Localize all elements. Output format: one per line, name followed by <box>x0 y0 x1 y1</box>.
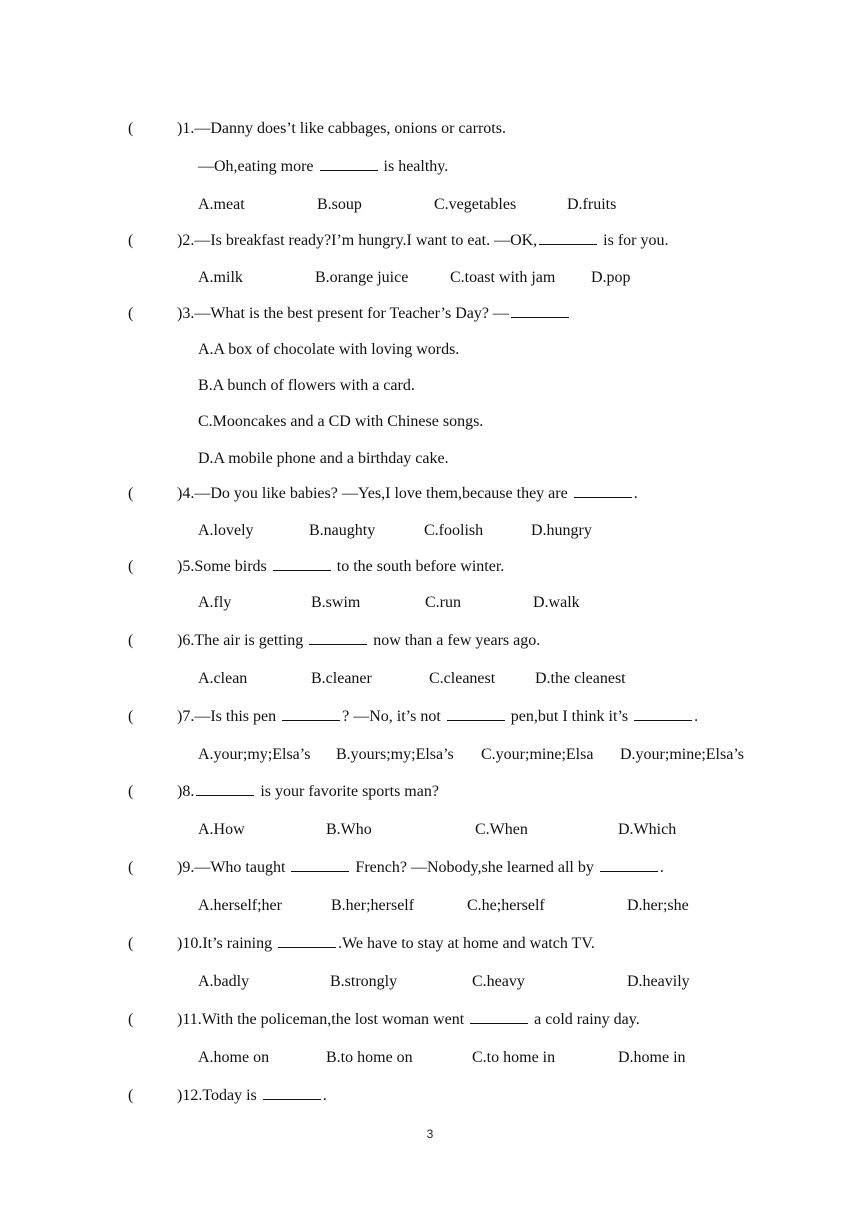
options-2 <box>0 266 860 290</box>
question-3 <box>0 302 860 326</box>
page-number: 3 <box>426 1127 434 1141</box>
answer-paren: ( <box>128 632 134 649</box>
answer-blank <box>278 933 336 948</box>
option-b-line <box>0 374 860 398</box>
answer-paren: ( <box>128 558 134 575</box>
question-stem: )10.It’s raining .We have to stay at home and watch TV. <box>177 935 595 952</box>
question-10 <box>0 932 860 956</box>
option-a-line <box>0 338 860 362</box>
question-stem: )6.The air is getting now than a few years ago. <box>177 632 541 649</box>
question-stem: )5.Some birds to the south before winter. <box>177 558 505 575</box>
options-9 <box>0 894 860 918</box>
option-d: D.hungry <box>531 522 592 539</box>
option-a: A.herself;her <box>198 897 282 914</box>
option-c: C.to home in <box>472 1049 556 1066</box>
option-a: A.milk <box>198 269 243 286</box>
answer-paren: ( <box>128 935 134 952</box>
option-b: B.Who <box>326 821 372 838</box>
answer-paren: ( <box>128 232 134 249</box>
answer-blank <box>634 706 692 721</box>
option-d: D.home in <box>618 1049 686 1066</box>
question-stem: )3.—What is the best present for Teacher’s Day? — <box>177 302 571 326</box>
question-stem: )4.—Do you like babies? —Yes,I love them,because they are . <box>177 485 638 502</box>
question-6 <box>0 629 860 653</box>
option-b: B.soup <box>317 196 362 213</box>
answer-blank <box>539 230 597 245</box>
question-stem: )1.—Danny does’t like cabbages, onions or carrots. <box>177 120 506 137</box>
option-b: B.orange juice <box>315 269 409 286</box>
options-10 <box>0 970 860 994</box>
options-4 <box>0 519 860 543</box>
answer-blank <box>291 857 349 872</box>
option-b: B.her;herself <box>331 897 415 914</box>
question-7 <box>0 705 860 729</box>
answer-blank <box>263 1085 321 1100</box>
answer-paren: ( <box>128 1087 134 1104</box>
option-a: A.How <box>198 821 245 838</box>
options-1 <box>0 193 860 217</box>
option-c: C.Mooncakes and a CD with Chinese songs. <box>198 413 484 430</box>
answer-paren: ( <box>128 485 134 502</box>
option-a: A.A box of chocolate with loving words. <box>198 341 460 358</box>
question-stem: )8. is your favorite sports man? <box>177 783 439 800</box>
option-b: B.A bunch of flowers with a card. <box>198 377 415 394</box>
answer-blank <box>320 156 378 171</box>
options-7 <box>0 743 860 767</box>
option-d: D.heavily <box>627 973 690 990</box>
answer-paren: ( <box>128 305 134 322</box>
question-5 <box>0 555 860 579</box>
option-d: D.your;mine;Elsa’s <box>620 746 744 763</box>
option-c: C.run <box>425 594 461 611</box>
answer-paren: ( <box>128 120 134 137</box>
option-b: B.cleaner <box>311 670 372 687</box>
option-c: C.When <box>475 821 528 838</box>
option-d: D.A mobile phone and a birthday cake. <box>198 450 449 467</box>
answer-blank <box>309 630 367 645</box>
answer-blank <box>447 706 505 721</box>
option-a: A.home on <box>198 1049 270 1066</box>
question-2 <box>0 229 860 253</box>
options-5 <box>0 591 860 615</box>
option-c: C.cleanest <box>429 670 496 687</box>
option-a: A.badly <box>198 973 250 990</box>
option-d: D.walk <box>533 594 580 611</box>
question-8 <box>0 780 860 804</box>
options-8 <box>0 818 860 842</box>
answer-paren: ( <box>128 1011 134 1028</box>
question-1 <box>0 117 860 141</box>
option-a: A.fly <box>198 594 232 611</box>
answer-blank <box>282 706 340 721</box>
option-c: C.vegetables <box>434 196 517 213</box>
option-b: B.naughty <box>309 522 376 539</box>
option-c-line <box>0 410 860 434</box>
question-stem: )9.—Who taught French? —Nobody,she learned all by . <box>177 859 664 876</box>
question-stem: )2.—Is breakfast ready?I’m hungry.I want to eat. —OK, is for you. <box>177 232 669 249</box>
option-c: C.toast with jam <box>450 269 556 286</box>
option-b: B.to home on <box>326 1049 413 1066</box>
option-d: D.fruits <box>567 196 617 213</box>
option-d: D.the cleanest <box>535 670 626 687</box>
answer-blank <box>196 781 254 796</box>
answer-paren: ( <box>128 859 134 876</box>
answer-paren: ( <box>128 708 134 725</box>
question-4 <box>0 482 860 506</box>
answer-blank <box>273 556 331 571</box>
option-a: A.lovely <box>198 522 254 539</box>
option-c: C.heavy <box>472 973 525 990</box>
option-c: C.foolish <box>424 522 484 539</box>
option-b: B.swim <box>311 594 361 611</box>
question-stem: )7.—Is this pen ? —No, it’s not pen,but I think it’s . <box>177 708 699 725</box>
question-1-line2 <box>0 155 860 179</box>
answer-paren: ( <box>128 783 134 800</box>
options-6 <box>0 667 860 691</box>
answer-blank <box>600 857 658 872</box>
option-d: D.Which <box>618 821 677 838</box>
question-11 <box>0 1008 860 1032</box>
option-a: A.your;my;Elsa’s <box>198 746 311 763</box>
question-stem: )11.With the policeman,the lost woman went a cold rainy day. <box>177 1011 640 1028</box>
option-d: D.pop <box>591 269 631 286</box>
answer-blank <box>470 1009 528 1024</box>
question-12 <box>0 1084 860 1108</box>
answer-blank <box>511 303 569 318</box>
options-11 <box>0 1046 860 1070</box>
option-d: D.her;she <box>627 897 689 914</box>
option-c: C.your;mine;Elsa <box>481 746 594 763</box>
question-stem: )12.Today is . <box>177 1087 327 1104</box>
answer-blank <box>574 483 632 498</box>
option-d-line <box>0 447 860 471</box>
option-a: A.meat <box>198 196 245 213</box>
option-a: A.clean <box>198 670 248 687</box>
question-stem-cont: —Oh,eating more is healthy. <box>198 158 449 175</box>
option-b: B.strongly <box>330 973 398 990</box>
option-c: C.he;herself <box>467 897 545 914</box>
question-9 <box>0 856 860 880</box>
option-b: B.yours;my;Elsa’s <box>336 746 454 763</box>
